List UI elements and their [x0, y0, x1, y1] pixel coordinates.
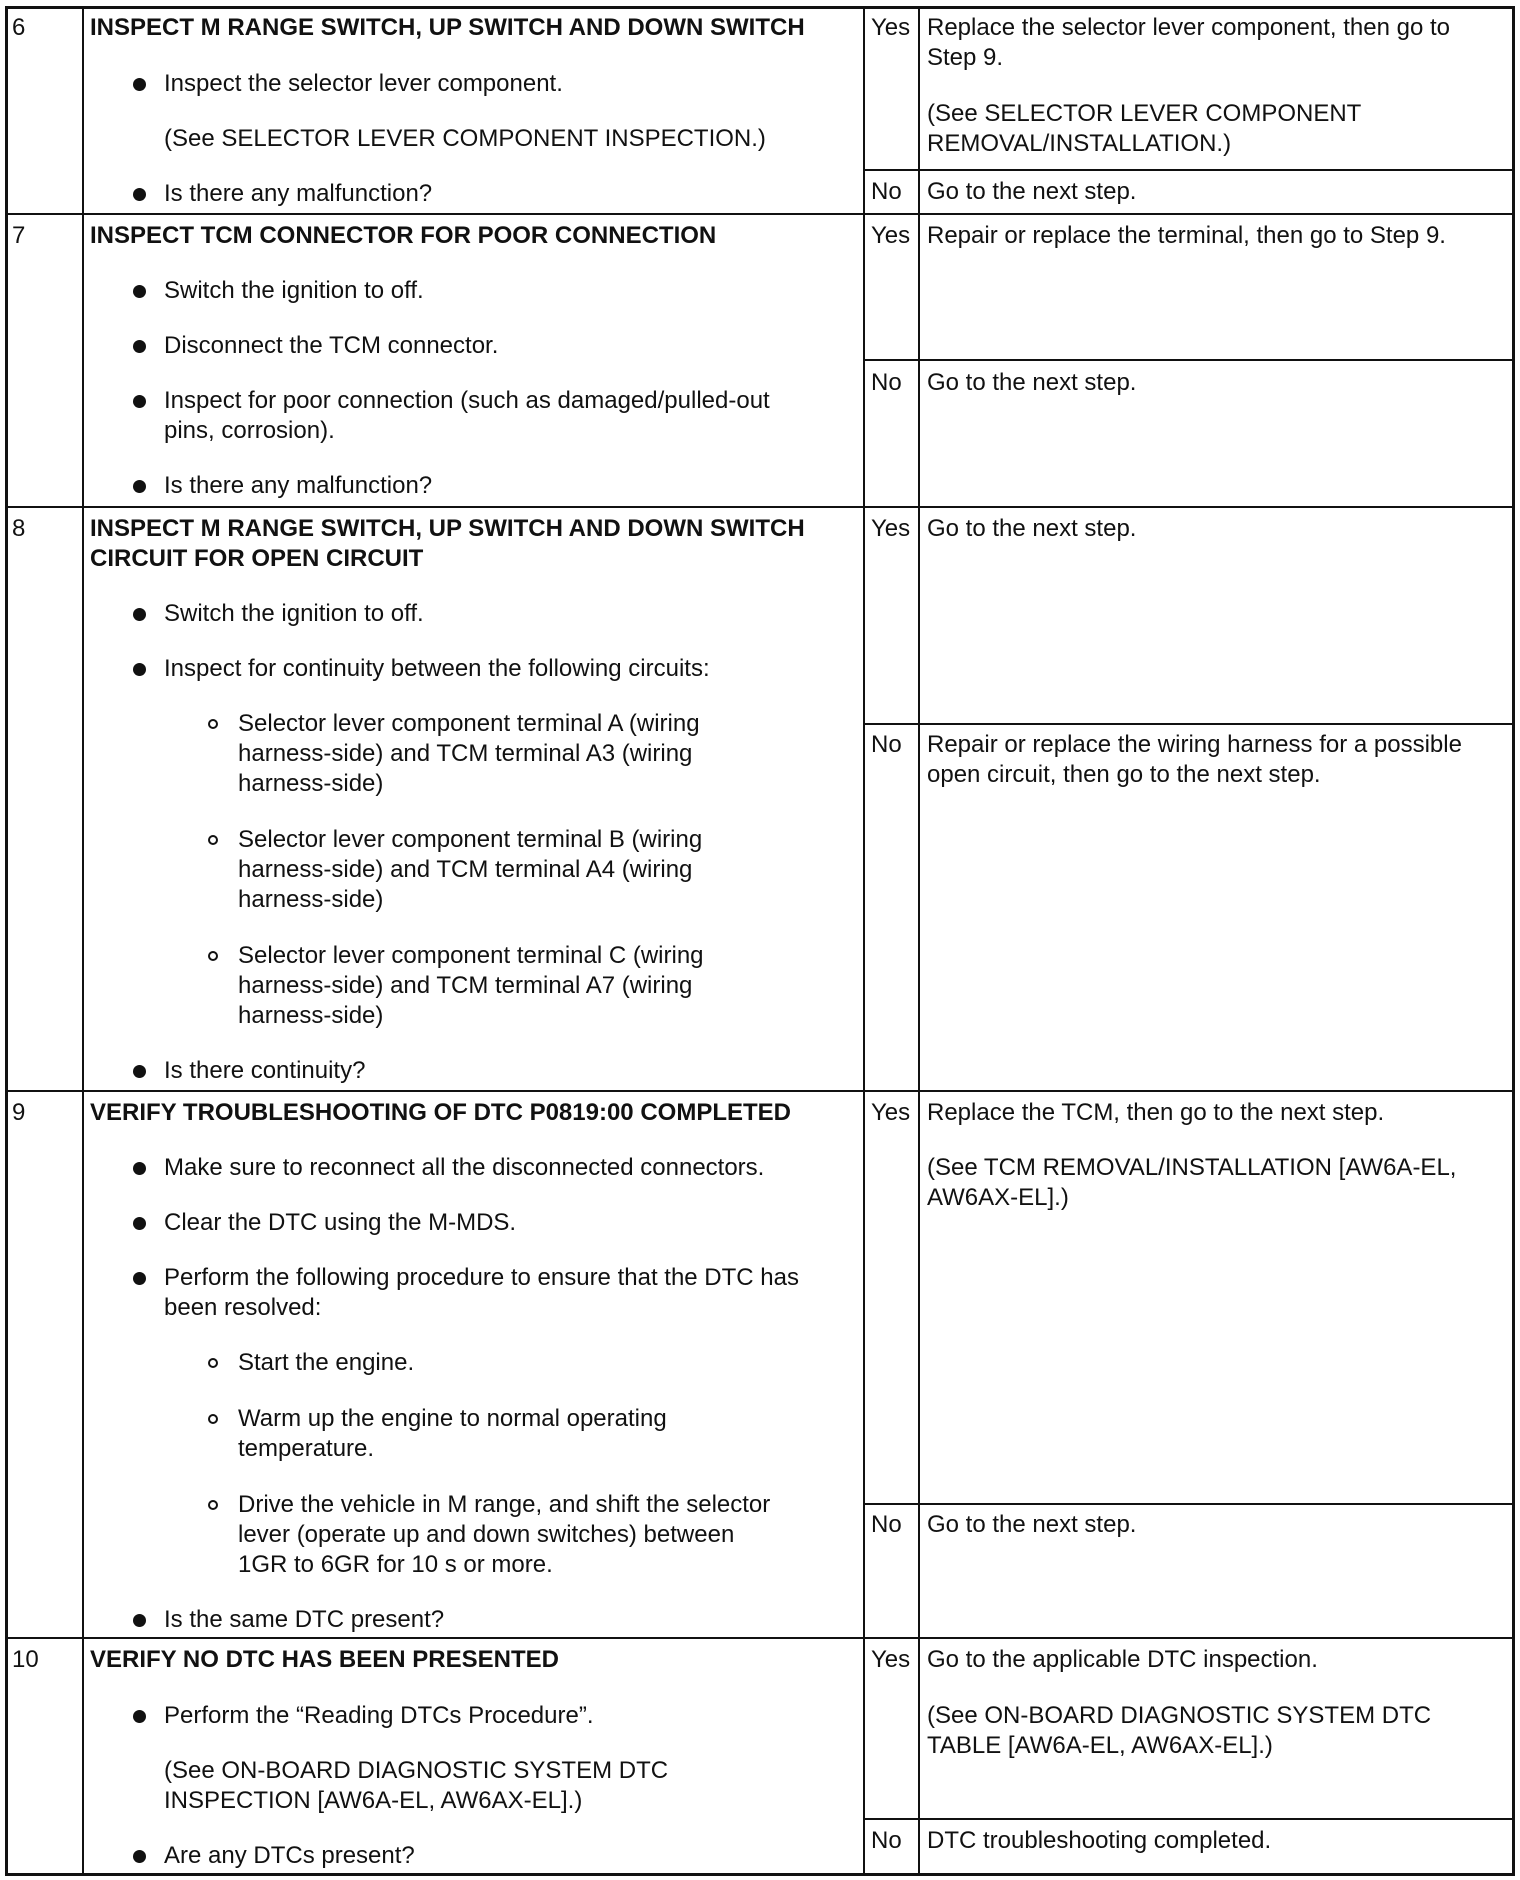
yes-action: Replace the selector lever component, then go to: [927, 14, 1450, 41]
step-item: Are any DTCs present?: [164, 1842, 415, 1869]
yes-no-separator: [863, 723, 1515, 725]
row-separator: [5, 213, 1515, 215]
step-number: 7: [12, 222, 26, 249]
step-item: Inspect for continuity between the following circuits:: [164, 655, 710, 682]
step-sub-item: Selector lever component terminal C (wiring: [238, 942, 704, 969]
step-sub-item: harness-side) and TCM terminal A3 (wiring: [238, 740, 693, 767]
step-item: Switch the ignition to off.: [164, 277, 424, 304]
table-border-bottom: [5, 1873, 1515, 1876]
yes-label: Yes: [871, 222, 911, 249]
step-sub-item: lever (operate up and down switches) between: [238, 1521, 735, 1548]
bullet-icon: [133, 1850, 146, 1863]
sub-bullet-icon: [208, 835, 218, 845]
bullet-icon: [133, 608, 146, 621]
step-sub-item: 1GR to 6GR for 10 s or more.: [238, 1551, 553, 1578]
step-item: (See SELECTOR LEVER COMPONENT INSPECTION.): [164, 125, 766, 152]
table-border-right: [1512, 6, 1515, 1875]
table-border-top: [5, 6, 1515, 9]
yes-no-separator: [863, 169, 1515, 171]
step-item: INSPECTION [AW6A-EL, AW6AX-EL].): [164, 1787, 583, 1814]
step-sub-item: Drive the vehicle in M range, and shift the selector: [238, 1491, 771, 1518]
no-label: No: [871, 369, 902, 396]
step-item: pins, corrosion).: [164, 417, 335, 444]
step-item: Make sure to reconnect all the disconnected connectors.: [164, 1154, 765, 1181]
yes-action: Go to the applicable DTC inspection.: [927, 1646, 1318, 1673]
yes-action: Step 9.: [927, 44, 1004, 71]
step-number: 6: [12, 14, 26, 41]
yes-action: (See SELECTOR LEVER COMPONENT: [927, 100, 1362, 127]
no-label: No: [871, 178, 902, 205]
step-item: Inspect the selector lever component.: [164, 70, 563, 97]
no-action: open circuit, then go to the next step.: [927, 761, 1321, 788]
sub-bullet-icon: [208, 1414, 218, 1424]
bullet-icon: [133, 1272, 146, 1285]
bullet-icon: [133, 395, 146, 408]
bullet-icon: [133, 663, 146, 676]
yes-no-separator: [863, 1818, 1515, 1820]
yes-no-separator: [863, 1503, 1515, 1505]
column-divider-result: [863, 6, 865, 1875]
step-sub-item: Selector lever component terminal B (wiring: [238, 826, 703, 853]
sub-bullet-icon: [208, 951, 218, 961]
step-sub-item: harness-side) and TCM terminal A4 (wiring: [238, 856, 693, 883]
step-item: been resolved:: [164, 1294, 322, 1321]
sub-bullet-icon: [208, 1500, 218, 1510]
no-action: Repair or replace the wiring harness for a possible: [927, 731, 1462, 758]
bullet-icon: [133, 1162, 146, 1175]
step-item: (See ON-BOARD DIAGNOSTIC SYSTEM DTC: [164, 1757, 669, 1784]
step-item: Switch the ignition to off.: [164, 600, 424, 627]
table-border-left: [5, 6, 8, 1875]
step-sub-item: temperature.: [238, 1435, 375, 1462]
step-title: INSPECT TCM CONNECTOR FOR POOR CONNECTION: [90, 222, 717, 249]
yes-label: Yes: [871, 1099, 911, 1126]
column-divider-action: [918, 6, 920, 1875]
step-sub-item: harness-side): [238, 770, 384, 797]
step-item: Is there any malfunction?: [164, 472, 433, 499]
step-item: Perform the “Reading DTCs Procedure”.: [164, 1702, 594, 1729]
no-action: Go to the next step.: [927, 369, 1137, 396]
step-item: Clear the DTC using the M-MDS.: [164, 1209, 517, 1236]
bullet-icon: [133, 1065, 146, 1078]
no-label: No: [871, 1511, 902, 1538]
no-label: No: [871, 731, 902, 758]
step-number: 10: [12, 1646, 39, 1673]
step-item: Perform the following procedure to ensure that the DTC has: [164, 1264, 799, 1291]
bullet-icon: [133, 480, 146, 493]
yes-label: Yes: [871, 515, 911, 542]
row-separator: [5, 1637, 1515, 1639]
step-sub-item: harness-side): [238, 1002, 384, 1029]
yes-no-separator: [863, 359, 1515, 361]
step-item: Inspect for poor connection (such as damaged/pulled-out: [164, 387, 770, 414]
yes-action: Replace the TCM, then go to the next step.: [927, 1099, 1385, 1126]
step-item: Disconnect the TCM connector.: [164, 332, 499, 359]
no-action: DTC troubleshooting completed.: [927, 1827, 1272, 1854]
step-sub-item: harness-side) and TCM terminal A7 (wiring: [238, 972, 693, 999]
step-item: Is there any malfunction?: [164, 180, 433, 207]
row-separator: [5, 506, 1515, 508]
yes-label: Yes: [871, 1646, 911, 1673]
no-action: Go to the next step.: [927, 178, 1137, 205]
row-separator: [5, 1090, 1515, 1092]
sub-bullet-icon: [208, 719, 218, 729]
yes-action: Repair or replace the terminal, then go to Step 9.: [927, 222, 1446, 249]
no-action: Go to the next step.: [927, 1511, 1137, 1538]
no-label: No: [871, 1827, 902, 1854]
bullet-icon: [133, 285, 146, 298]
step-title: VERIFY NO DTC HAS BEEN PRESENTED: [90, 1646, 559, 1673]
bullet-icon: [133, 1217, 146, 1230]
step-title: INSPECT M RANGE SWITCH, UP SWITCH AND DOWN SWITCH: [90, 14, 805, 41]
step-title: VERIFY TROUBLESHOOTING OF DTC P0819:00 COMPLETED: [90, 1099, 791, 1126]
sub-bullet-icon: [208, 1358, 218, 1368]
bullet-icon: [133, 1710, 146, 1723]
bullet-icon: [133, 78, 146, 91]
step-sub-item: Selector lever component terminal A (wiring: [238, 710, 700, 737]
yes-action: (See TCM REMOVAL/INSTALLATION [AW6A-EL,: [927, 1154, 1457, 1181]
step-number: 8: [12, 515, 26, 542]
step-sub-item: Warm up the engine to normal operating: [238, 1405, 667, 1432]
yes-action: REMOVAL/INSTALLATION.): [927, 130, 1232, 157]
step-number: 9: [12, 1099, 26, 1126]
bullet-icon: [133, 340, 146, 353]
yes-action: Go to the next step.: [927, 515, 1137, 542]
step-sub-item: Start the engine.: [238, 1349, 415, 1376]
step-title: INSPECT M RANGE SWITCH, UP SWITCH AND DOWN SWITCH: [90, 515, 805, 542]
step-item: Is the same DTC present?: [164, 1606, 445, 1633]
yes-action: TABLE [AW6A-EL, AW6AX-EL].): [927, 1732, 1273, 1759]
step-item: Is there continuity?: [164, 1057, 366, 1084]
bullet-icon: [133, 1614, 146, 1627]
yes-action: (See ON-BOARD DIAGNOSTIC SYSTEM DTC: [927, 1702, 1432, 1729]
yes-action: AW6AX-EL].): [927, 1184, 1069, 1211]
column-divider-step: [82, 6, 84, 1875]
step-sub-item: harness-side): [238, 886, 384, 913]
yes-label: Yes: [871, 14, 911, 41]
step-title: CIRCUIT FOR OPEN CIRCUIT: [90, 545, 424, 572]
bullet-icon: [133, 188, 146, 201]
